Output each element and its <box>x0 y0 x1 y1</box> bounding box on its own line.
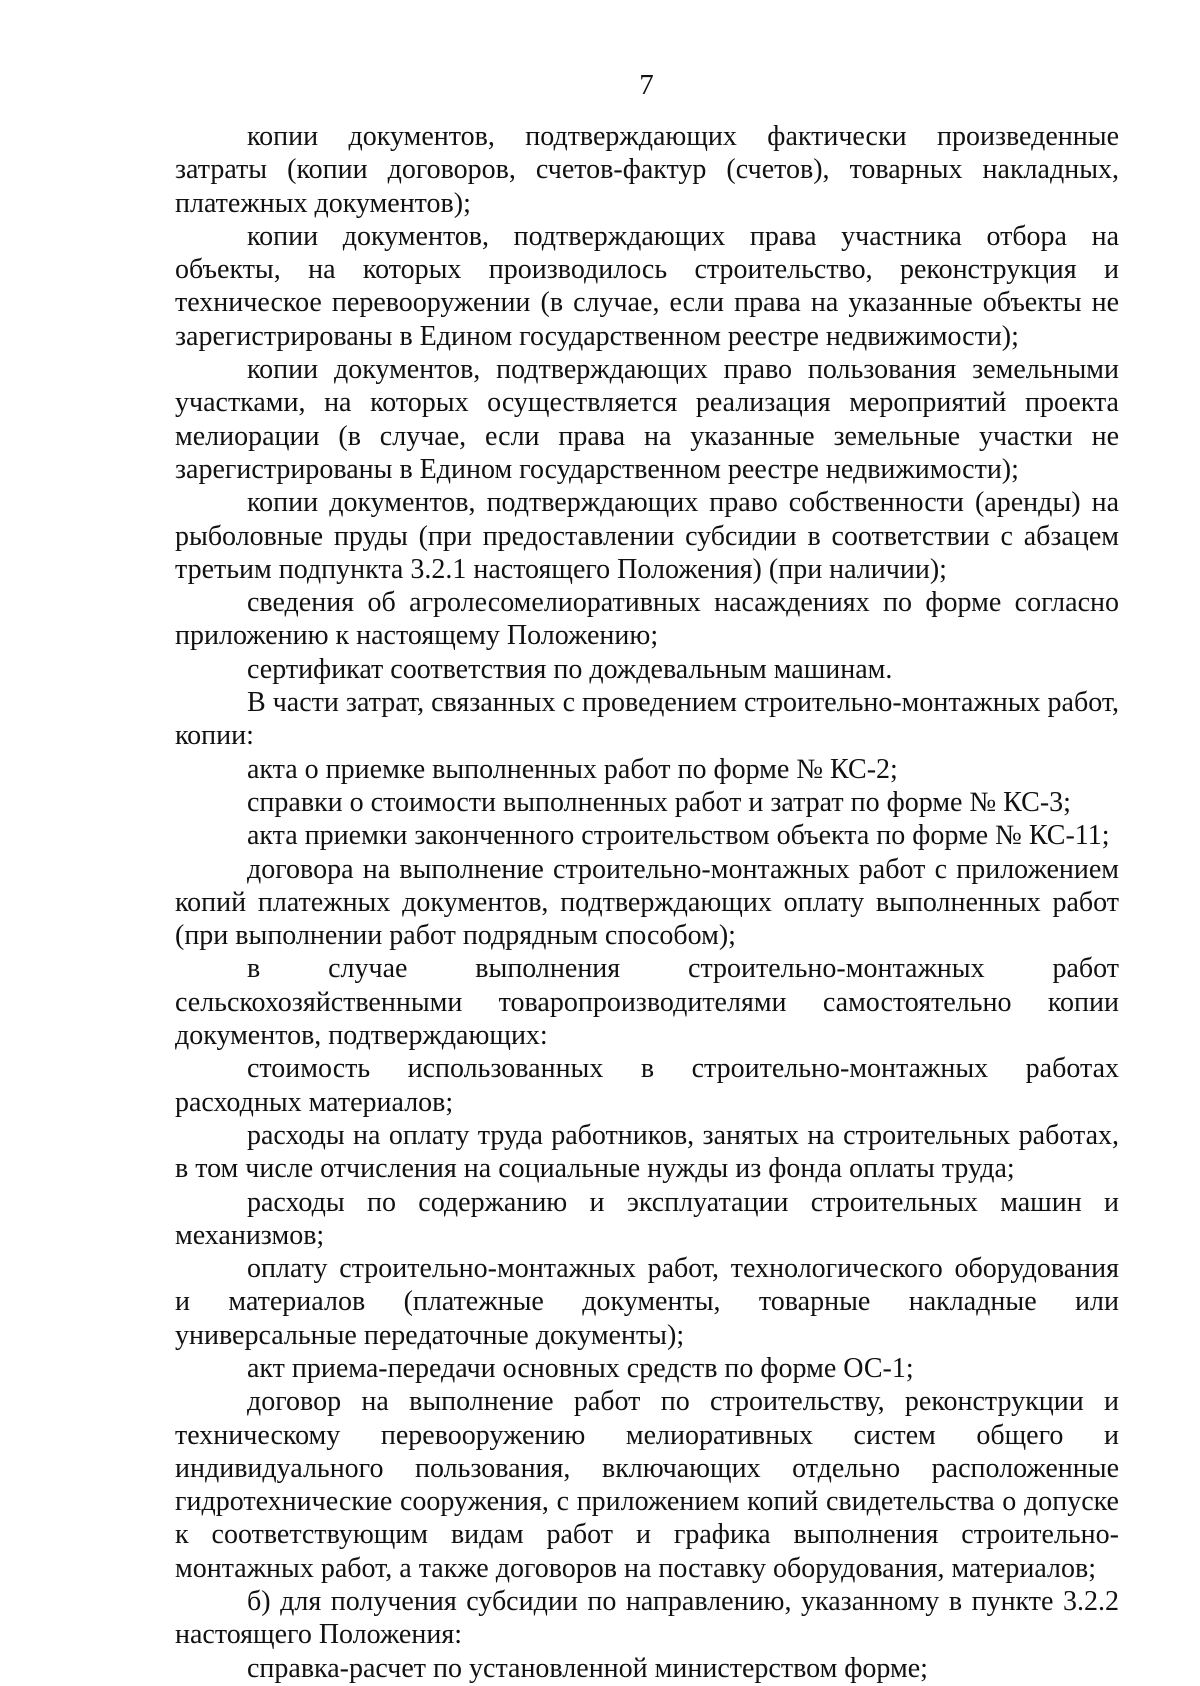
paragraph: расходы по содержанию и эксплуатации строительных машин и механизмов; <box>175 1186 1119 1251</box>
paragraph: расходы на оплату труда работников, занятых на строительных работах, в том числе отчисления на социальные нужды из фонда оплаты труда; <box>175 1119 1119 1185</box>
paragraph: В части затрат, связанных с проведением строительно-монтажных работ, копии: <box>175 687 1119 752</box>
paragraph: копии документов, подтверждающих право собственности (аренды) на рыболовные пруды (при предоставлении субсидии в соответствии с абзацем третьим подпункта 3.2.1 настоящего Положения) (при наличии); <box>175 487 1119 585</box>
paragraph: копии документов, подтверждающих фактически произведенные затраты (копии договоров, счетов-фактур (счетов), товарных накладных, платежных документов); <box>175 121 1119 219</box>
paragraph: копии документов, подтверждающих права участника отбора на объекты, на которых производилось строительство, реконструкция и техническое перевооружении (в случае, если права на указанные объекты не зарегистрированы в Едином государственном реестре недвижимости); <box>175 220 1119 352</box>
paragraph: в случае выполнения строительно-монтажных работ сельскохозяйственными товаропроизводителями самостоятельно копии документов, подтверждающих: <box>175 953 1119 1052</box>
paragraph: сертификат соответствия по дождевальным машинам. <box>247 653 893 685</box>
paragraph: б) для получения субсидии по направлению, указанному в пункте 3.2.2 настоящего Положения: <box>175 1586 1119 1651</box>
paragraph: сведения об агролесомелиоративных насаждениях по форме согласно приложению к настоящему Положению; <box>175 587 1119 652</box>
paragraph: стоимость использованных в строительно-монтажных работах расходных материалов; <box>175 1053 1119 1118</box>
paragraph: оплату строительно-монтажных работ, технологического оборудования и материалов (платежные документы, товарные накладные или универсальные передаточные документы); <box>175 1253 1119 1351</box>
page-number: 7 <box>639 69 654 101</box>
paragraph: справка-расчет по установленной министерством форме; <box>247 1652 928 1684</box>
paragraph: акта приемки законченного строительством объекта по форме № КС-11; <box>247 820 1110 852</box>
paragraph: договор на выполнение работ по строительству, реконструкции и техническому перевооружению мелиоративных систем общего и индивидуального пользования, включающих отдельно расположенные гидротехнические сооружения, с приложением копий свидетельства о допуске к соответствующим видам работ и графика выполнения строительно-монтажных работ, а также договоров на поставку оборудования, материалов; <box>175 1386 1119 1584</box>
document-body <box>175 120 1119 1685</box>
paragraph: акт приема-передачи основных средств по форме ОС-1; <box>247 1352 914 1384</box>
paragraph: акта о приемке выполненных работ по форме № КС-2; <box>247 753 898 785</box>
paragraph: копии документов, подтверждающих право пользования земельными участками, на которых осуществляется реализация мероприятий проекта мелиорации (в случае, если права на указанные земельные участки не зарегистрированы в Едином государственном реестре недвижимости); <box>175 354 1119 485</box>
paragraph: договора на выполнение строительно-монтажных работ с приложением копий платежных документов, подтверждающих оплату выполненных работ (при выполнении работ подрядным способом); <box>175 853 1119 952</box>
paragraph: справки о стоимости выполненных работ и затрат по форме № КС-3; <box>247 786 1071 818</box>
